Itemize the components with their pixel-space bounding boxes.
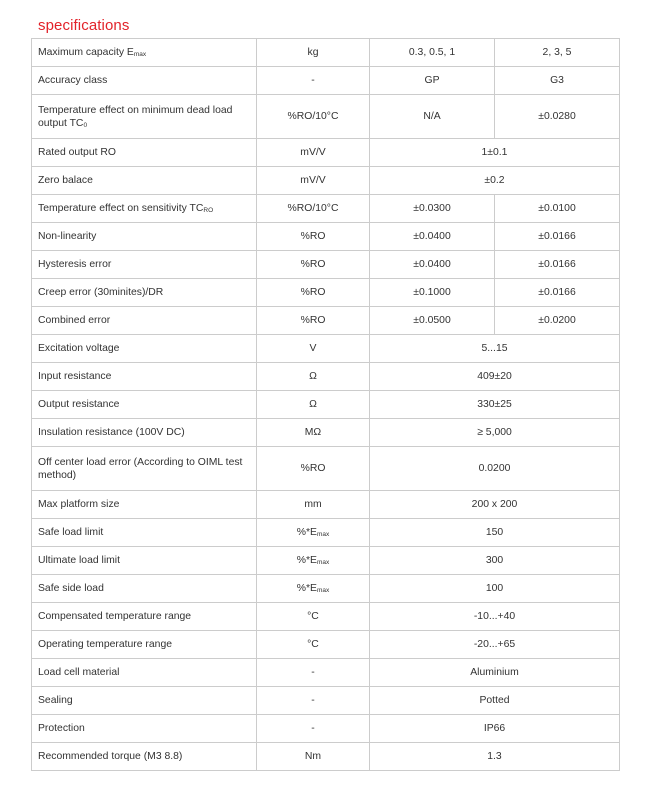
parameter-cell bbox=[32, 603, 257, 631]
value-cell: 409±20 bbox=[370, 363, 620, 391]
parameter-cell bbox=[32, 743, 257, 771]
value-cell: 2, 3, 5 bbox=[495, 39, 620, 67]
table-row bbox=[32, 659, 620, 687]
unit-label: - bbox=[311, 695, 315, 706]
unit-cell bbox=[257, 363, 370, 391]
parameter-label: Combined error bbox=[38, 315, 111, 326]
parameter-cell bbox=[32, 447, 257, 491]
unit-label: %RO bbox=[300, 287, 326, 298]
parameter-label: Max platform size bbox=[38, 499, 120, 510]
unit-cell bbox=[257, 139, 370, 167]
parameter-cell bbox=[32, 687, 257, 715]
unit-cell bbox=[257, 743, 370, 771]
parameter-label: Insulation resistance (100V DC) bbox=[38, 427, 185, 438]
unit-cell bbox=[257, 603, 370, 631]
parameter-cell bbox=[32, 307, 257, 335]
parameter-cell bbox=[32, 491, 257, 519]
value-cell: 100 bbox=[370, 575, 620, 603]
parameter-label: Protection bbox=[38, 723, 85, 734]
parameter-cell bbox=[32, 279, 257, 307]
parameter-cell bbox=[32, 167, 257, 195]
unit-subscript: max bbox=[316, 559, 330, 566]
unit-cell bbox=[257, 575, 370, 603]
parameter-label: Sealing bbox=[38, 695, 73, 706]
unit-label: %RO bbox=[300, 463, 326, 474]
parameter-subscript: 0 bbox=[83, 121, 88, 129]
parameter-label: Compensated temperature range bbox=[38, 611, 192, 622]
value-cell: 200 x 200 bbox=[370, 491, 620, 519]
unit-cell bbox=[257, 307, 370, 335]
parameter-cell bbox=[32, 195, 257, 223]
parameter-label: Safe load limit bbox=[38, 527, 104, 538]
table-row bbox=[32, 167, 620, 195]
value-cell: GP bbox=[370, 67, 495, 95]
value-cell: 5...15 bbox=[370, 335, 620, 363]
value-cell: 0.0200 bbox=[370, 447, 620, 491]
unit-cell bbox=[257, 447, 370, 491]
unit-label: - bbox=[311, 667, 315, 678]
parameter-cell bbox=[32, 659, 257, 687]
value-cell: ±0.0166 bbox=[495, 279, 620, 307]
unit-cell bbox=[257, 95, 370, 139]
value-cell: ±0.0500 bbox=[370, 307, 495, 335]
unit-cell bbox=[257, 391, 370, 419]
table-row bbox=[32, 95, 620, 139]
parameter-label: Accuracy class bbox=[38, 75, 108, 86]
unit-label: %RO bbox=[300, 231, 326, 242]
table-row bbox=[32, 139, 620, 167]
unit-label: %RO bbox=[300, 259, 326, 270]
table-row bbox=[32, 715, 620, 743]
parameter-cell bbox=[32, 419, 257, 447]
unit-label: MΩ bbox=[304, 427, 322, 438]
unit-cell bbox=[257, 659, 370, 687]
parameter-cell bbox=[32, 139, 257, 167]
parameter-label: Operating temperature range bbox=[38, 639, 173, 650]
parameter-cell bbox=[32, 631, 257, 659]
value-cell: ±0.0400 bbox=[370, 251, 495, 279]
value-cell: ±0.0166 bbox=[495, 251, 620, 279]
unit-label: %*E bbox=[296, 527, 317, 538]
unit-cell bbox=[257, 519, 370, 547]
unit-cell bbox=[257, 419, 370, 447]
parameter-label: Non-linearity bbox=[38, 231, 97, 242]
unit-label: °C bbox=[307, 639, 319, 650]
unit-cell bbox=[257, 67, 370, 95]
value-cell: -20...+65 bbox=[370, 631, 620, 659]
value-cell: IP66 bbox=[370, 715, 620, 743]
table-row bbox=[32, 251, 620, 279]
value-cell: ≥ 5,000 bbox=[370, 419, 620, 447]
unit-label: - bbox=[311, 75, 315, 86]
unit-label: %RO/10°C bbox=[287, 203, 339, 214]
parameter-label: Creep error (30minites)/DR bbox=[38, 287, 164, 298]
unit-cell bbox=[257, 715, 370, 743]
unit-label: %*E bbox=[296, 583, 317, 594]
unit-label: mm bbox=[304, 499, 322, 510]
parameter-cell bbox=[32, 715, 257, 743]
value-cell: ±0.0280 bbox=[495, 95, 620, 139]
value-cell: Potted bbox=[370, 687, 620, 715]
table-row bbox=[32, 195, 620, 223]
parameter-cell bbox=[32, 67, 257, 95]
parameter-label: Recommended torque (M3 8.8) bbox=[38, 751, 183, 762]
table-row bbox=[32, 743, 620, 771]
parameter-cell bbox=[32, 519, 257, 547]
parameter-subscript: RO bbox=[203, 207, 214, 214]
table-row bbox=[32, 39, 620, 67]
unit-cell bbox=[257, 491, 370, 519]
value-cell: N/A bbox=[370, 95, 495, 139]
unit-cell bbox=[257, 223, 370, 251]
value-cell: ±0.0400 bbox=[370, 223, 495, 251]
unit-cell bbox=[257, 335, 370, 363]
unit-cell bbox=[257, 631, 370, 659]
parameter-cell bbox=[32, 223, 257, 251]
unit-label: Nm bbox=[304, 751, 322, 762]
value-cell: Aluminium bbox=[370, 659, 620, 687]
unit-subscript: max bbox=[316, 587, 330, 594]
value-cell: 1.3 bbox=[370, 743, 620, 771]
unit-cell bbox=[257, 687, 370, 715]
value-cell: 150 bbox=[370, 519, 620, 547]
parameter-subscript: max bbox=[133, 51, 147, 58]
parameter-label: Output resistance bbox=[38, 399, 120, 410]
value-cell: ±0.0100 bbox=[495, 195, 620, 223]
unit-cell bbox=[257, 279, 370, 307]
parameter-cell bbox=[32, 335, 257, 363]
table-row bbox=[32, 335, 620, 363]
value-cell: ±0.0300 bbox=[370, 195, 495, 223]
parameter-cell bbox=[32, 39, 257, 67]
value-cell: ±0.2 bbox=[370, 167, 620, 195]
parameter-label: Ultimate load limit bbox=[38, 555, 120, 566]
parameter-cell bbox=[32, 95, 257, 139]
table-row bbox=[32, 391, 620, 419]
value-cell: G3 bbox=[495, 67, 620, 95]
unit-label: V bbox=[309, 343, 317, 354]
table-row bbox=[32, 519, 620, 547]
table-row bbox=[32, 223, 620, 251]
table-row bbox=[32, 575, 620, 603]
table-row bbox=[32, 307, 620, 335]
unit-cell bbox=[257, 251, 370, 279]
unit-cell bbox=[257, 167, 370, 195]
parameter-cell bbox=[32, 363, 257, 391]
parameter-label: Load cell material bbox=[38, 667, 120, 678]
unit-label: %RO bbox=[300, 315, 326, 326]
unit-label: %RO/10°C bbox=[287, 111, 339, 122]
value-cell: ±0.1000 bbox=[370, 279, 495, 307]
value-cell: 0.3, 0.5, 1 bbox=[370, 39, 495, 67]
table-row bbox=[32, 687, 620, 715]
parameter-cell bbox=[32, 391, 257, 419]
unit-label: %*E bbox=[296, 555, 317, 566]
table-row bbox=[32, 419, 620, 447]
unit-cell bbox=[257, 195, 370, 223]
parameter-label: Zero balace bbox=[38, 175, 93, 186]
unit-cell bbox=[257, 39, 370, 67]
unit-label: kg bbox=[307, 47, 319, 58]
value-cell: -10...+40 bbox=[370, 603, 620, 631]
table-row bbox=[32, 67, 620, 95]
unit-label: Ω bbox=[309, 399, 317, 410]
parameter-label: Temperature effect on sensitivity TC bbox=[38, 203, 204, 214]
table-row bbox=[32, 279, 620, 307]
value-cell: 330±25 bbox=[370, 391, 620, 419]
parameter-cell bbox=[32, 547, 257, 575]
parameter-label: Maximum capacity E bbox=[38, 47, 134, 58]
table-row bbox=[32, 603, 620, 631]
parameter-label: Input resistance bbox=[38, 371, 112, 382]
parameter-label: Excitation voltage bbox=[38, 343, 120, 354]
unit-label: °C bbox=[307, 611, 319, 622]
value-cell: ±0.0166 bbox=[495, 223, 620, 251]
parameter-label: Temperature effect on minimum dead load output TC bbox=[38, 104, 233, 129]
value-cell: 300 bbox=[370, 547, 620, 575]
unit-label: mV/V bbox=[300, 175, 326, 186]
parameter-label: Safe side load bbox=[38, 583, 104, 594]
table-row bbox=[32, 491, 620, 519]
table-row bbox=[32, 547, 620, 575]
table-row bbox=[32, 631, 620, 659]
unit-label: - bbox=[311, 723, 315, 734]
unit-subscript: max bbox=[316, 531, 330, 538]
value-cell: ±0.0200 bbox=[495, 307, 620, 335]
value-cell: 1±0.1 bbox=[370, 139, 620, 167]
unit-label: mV/V bbox=[300, 147, 326, 158]
page-title: specifications bbox=[38, 17, 130, 34]
unit-cell bbox=[257, 547, 370, 575]
parameter-cell bbox=[32, 251, 257, 279]
parameter-label: Off center load error (According to OIML test method) bbox=[38, 456, 243, 481]
table-row bbox=[32, 447, 620, 491]
parameter-cell bbox=[32, 575, 257, 603]
unit-label: Ω bbox=[309, 371, 317, 382]
parameter-label: Rated output RO bbox=[38, 147, 116, 158]
parameter-label: Hysteresis error bbox=[38, 259, 112, 270]
specifications-table bbox=[31, 38, 620, 771]
table-row bbox=[32, 363, 620, 391]
